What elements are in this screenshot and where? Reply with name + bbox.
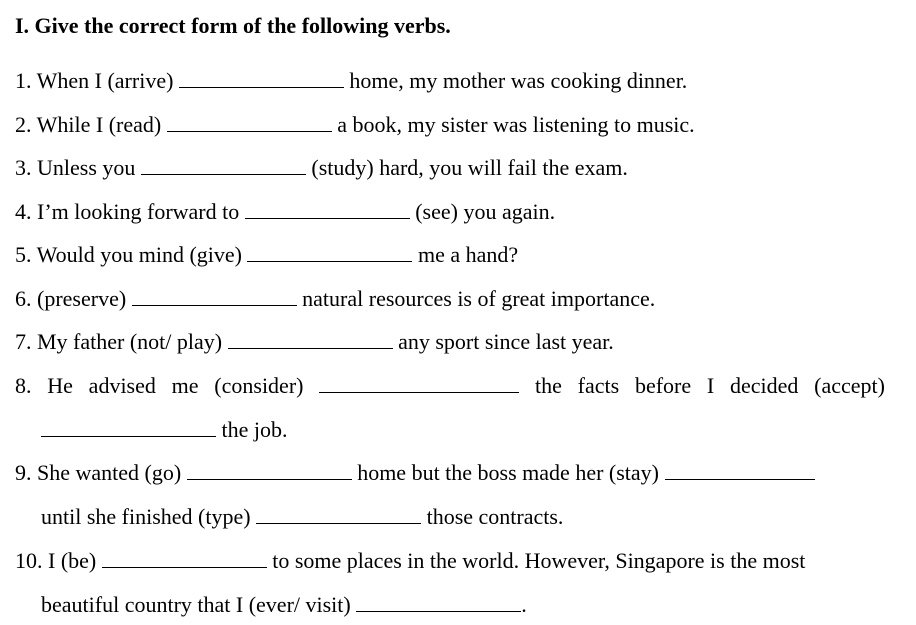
item-number: 2. [15, 112, 32, 137]
item-text-middle: the facts before I decided (accept) [535, 373, 885, 398]
exercise-item-3 [15, 153, 628, 183]
answer-blank[interactable] [356, 591, 521, 612]
answer-blank[interactable] [319, 372, 519, 393]
exercise-item-6 [15, 284, 655, 314]
answer-blank[interactable] [179, 67, 344, 88]
exercise-item-4 [15, 197, 555, 227]
answer-blank[interactable] [132, 285, 297, 306]
answer-blank[interactable] [665, 459, 815, 480]
item-text-after: those contracts. [426, 504, 564, 529]
answer-blank[interactable] [41, 416, 216, 437]
exercise-item-10 [15, 546, 885, 576]
item-text-middle: to some places in the world. However, Singapore is the most [272, 548, 806, 573]
answer-blank[interactable] [247, 241, 412, 262]
exercise-item-1 [15, 66, 687, 96]
exercise-item-10-continued [41, 590, 527, 620]
item-text-after: (study) hard, you will fail the exam. [311, 155, 628, 180]
item-text-after: any sport since last year. [398, 329, 614, 354]
item-number: 6. [15, 286, 32, 311]
item-text-after: . [521, 592, 527, 617]
exercise-item-9 [15, 458, 885, 488]
item-text-before: Would you mind (give) [36, 242, 242, 267]
item-text-before: While I (read) [36, 112, 162, 137]
exercise-item-9-continued [41, 502, 563, 532]
item-text-before: I (be) [48, 548, 97, 573]
answer-blank[interactable] [245, 198, 410, 219]
item-number: 4. [15, 199, 32, 224]
item-text-cont: until she finished (type) [41, 504, 251, 529]
item-text-after: home, my mother was cooking dinner. [349, 68, 688, 93]
answer-blank[interactable] [228, 328, 393, 349]
item-number: 5. [15, 242, 32, 267]
item-text-before: (preserve) [37, 286, 127, 311]
answer-blank[interactable] [256, 503, 421, 524]
item-number: 8. [15, 373, 32, 398]
answer-blank[interactable] [167, 111, 332, 132]
item-text-before: When I (arrive) [36, 68, 174, 93]
item-text-after: me a hand? [417, 242, 519, 267]
item-number: 9. [15, 460, 32, 485]
item-text-before: I’m looking forward to [37, 199, 240, 224]
item-text-before: My father (not/ play) [37, 329, 223, 354]
exercise-item-8 [15, 371, 885, 401]
item-text-after: the job. [221, 417, 288, 442]
exercise-item-7 [15, 327, 614, 357]
exercise-heading: I. Give the correct form of the following verbs. [15, 13, 451, 38]
item-number: 3. [15, 155, 32, 180]
item-text-before: Unless you [37, 155, 136, 180]
answer-blank[interactable] [187, 459, 352, 480]
item-number: 10. [15, 548, 43, 573]
item-text-after: (see) you again. [415, 199, 556, 224]
answer-blank[interactable] [141, 154, 306, 175]
item-text-after: a book, my sister was listening to music. [337, 112, 695, 137]
item-text-before: She wanted (go) [37, 460, 182, 485]
item-text-after: natural resources is of great importance. [302, 286, 656, 311]
exercise-item-2 [15, 110, 695, 140]
item-text-cont: beautiful country that I (ever/ visit) [41, 592, 351, 617]
exercise-item-8-continued [41, 415, 288, 445]
item-number: 1. [15, 68, 32, 93]
item-text-middle: home but the boss made her (stay) [357, 460, 659, 485]
item-text-before: He advised me (consider) [47, 373, 304, 398]
answer-blank[interactable] [102, 547, 267, 568]
exercise-item-5 [15, 240, 518, 270]
item-number: 7. [15, 329, 32, 354]
